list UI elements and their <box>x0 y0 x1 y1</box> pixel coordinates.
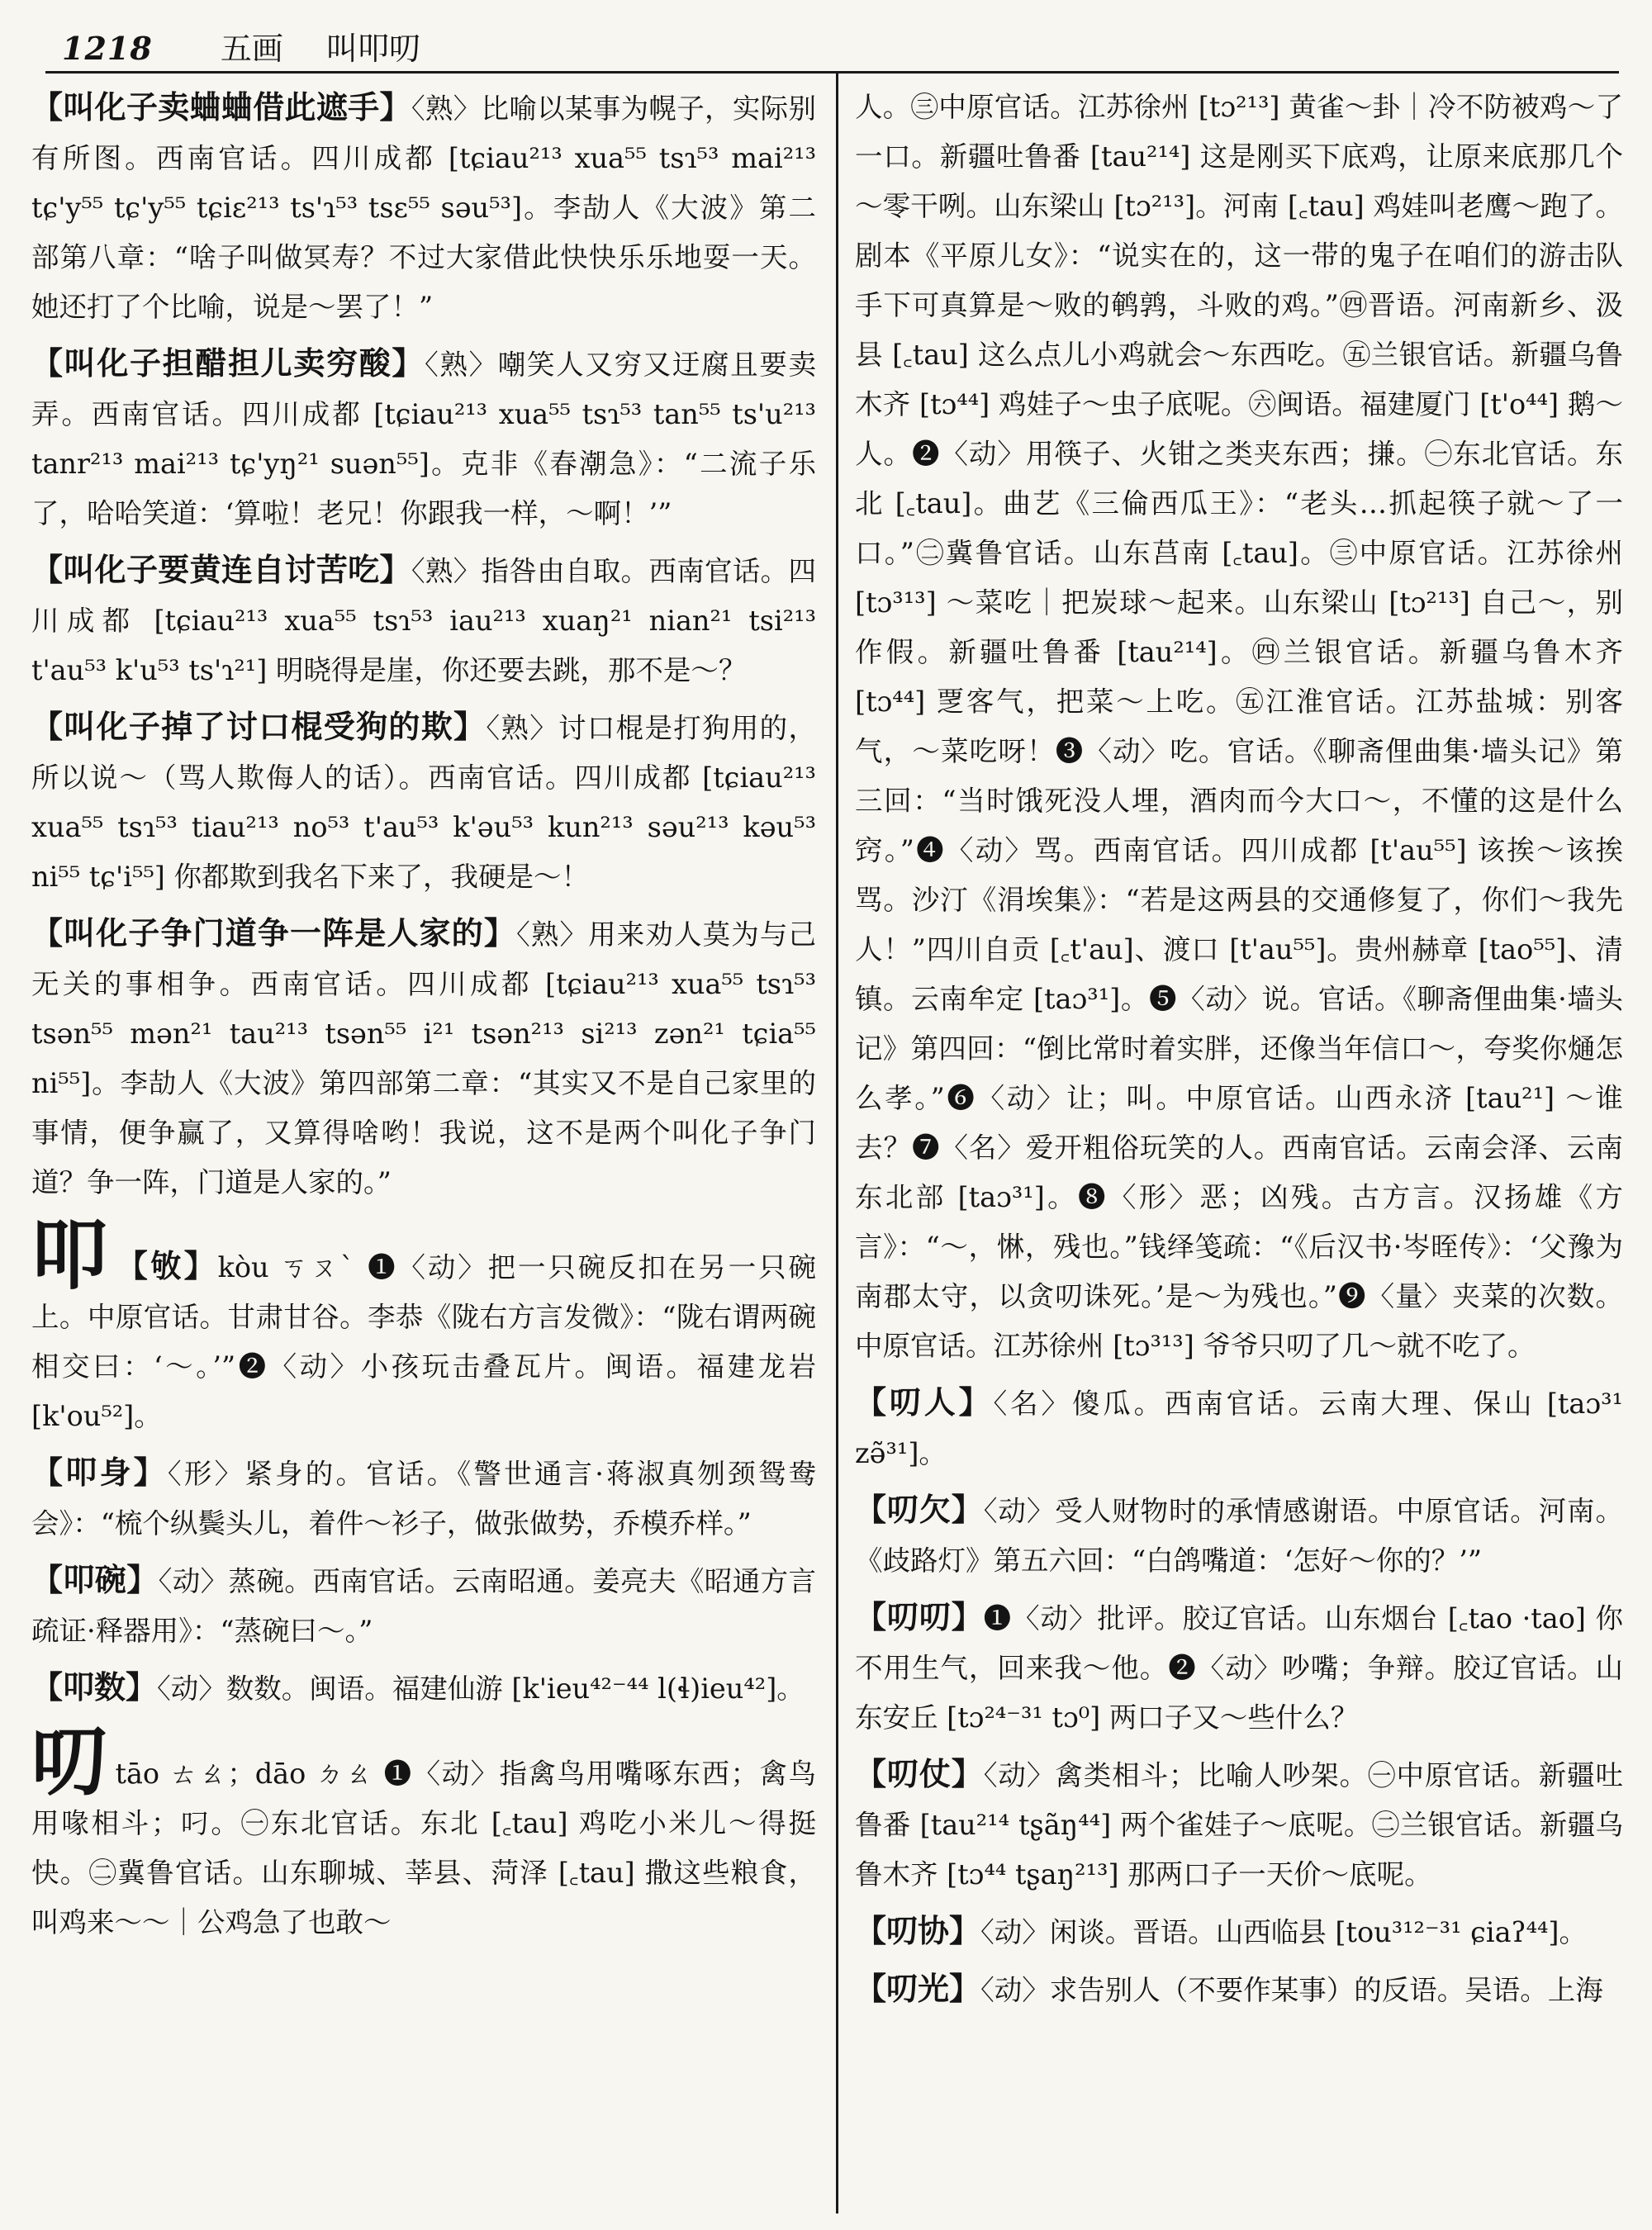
dictionary-entry <box>855 1485 1623 1586</box>
entry-text: 〈熟〉用来劝人莫为与己无关的事相争。西南官话。四川成都 [tɕiau²¹³ xua⁵⁵ tsɿ⁵³ tsən⁵⁵ mən²¹ tau²¹³ tsən⁵⁵ i²¹ tsən²¹³ si²¹³ zən²¹ tɕia⁵⁵ ni⁵⁵]。李劼人《大波》第四部第二章：“其实又不是自己家里的事情，便争赢了，又算得啥哟！我说，这不是两个叫化子争门道？争一阵，门道是人家的。” <box>31 918 816 1198</box>
dictionary-entry <box>855 1378 1623 1478</box>
entry-headword: 【叨仗】 <box>855 1755 984 1792</box>
page-header <box>62 23 420 73</box>
dictionary-entry <box>855 1749 1623 1900</box>
entry-headword: 【叩身】 <box>31 1454 168 1491</box>
entry-text: 〈动〉禽类相斗；比喻人吵架。㊀中原官话。新疆吐鲁番 [tau²¹⁴ tʂãŋ⁴⁴] 两个雀娃子～底呢。㊁兰银官话。新疆乌鲁木齐 [tɔ⁴⁴ tʂaŋ²¹³] 那两口子一天价～底呢。 <box>855 1759 1623 1891</box>
entry-text: 〈动〉求告别人（不要作某事）的反语。吴语。上海 <box>980 1974 1603 2006</box>
section-label: 五画 <box>220 31 283 67</box>
entry-headword: 【叫化子担醋担儿卖穷酸】 <box>31 344 425 382</box>
entry-headword: 【叫化子要黄连自讨苦吃】 <box>31 551 411 588</box>
dictionary-entry <box>31 1448 816 1549</box>
entry-text: 〈动〉蒸碗。西南官话。云南昭通。姜亮夫《昭通方言疏证·释器用》：“蒸碗曰～。” <box>31 1565 816 1647</box>
dictionary-entry <box>31 909 816 1208</box>
dictionary-entry <box>31 1717 816 1948</box>
dictionary-entry <box>31 1211 816 1441</box>
head-character: 叨 <box>31 1717 109 1806</box>
entry-text: 〈动〉闲谈。晋语。山西临县 [tou³¹²⁻³¹ ɕiaʔ⁴⁴]。 <box>980 1916 1588 1948</box>
entry-text: ❶〈动〉批评。胶辽官话。山东烟台 [꜀tao ·tao] 你不用生气，回来我～他。❷〈动〉吵嘴；争辩。胶辽官话。山东安丘 [tɔ²⁴⁻³¹ tɔ⁰] 两口子又～些什么？ <box>855 1602 1623 1734</box>
entry-text: kòu ㄎㄡˋ ❶〈动〉把一只碗反扣在另一只碗上。中原官话。甘肃甘谷。李恭《陇右方言发微》：“陇右谓两碗相交曰：‘～。’”❷〈动〉小孩玩击叠瓦片。闽语。福建龙岩 [k'ou⁵²]。 <box>31 1251 816 1432</box>
entry-text: 〈名〉傻瓜。西南官话。云南大理、保山 [taɔ³¹ zə̃³¹]。 <box>855 1388 1623 1469</box>
entry-text: 〈熟〉指咎由自取。西南官话。四川成都 [tɕiau²¹³ xua⁵⁵ tsɿ⁵³ iau²¹³ xuaŋ²¹ nian²¹ tsi²¹³ t'au⁵³ k'u⁵³ ts'ɿ²¹] 明晓得是崖，你还要去跳，那不是～？ <box>31 555 816 686</box>
left-column <box>31 83 816 1954</box>
entry-headword: 【叫化子争门道争一阵是人家的】 <box>31 914 516 951</box>
header-rule <box>45 71 1619 74</box>
dictionary-entry <box>855 1906 1623 1957</box>
entry-headword: 【敂】 <box>116 1247 218 1284</box>
entry-text: tāo ㄊㄠ；dāo ㄉㄠ ❶〈动〉指禽鸟用嘴啄东西；禽鸟用喙相斗；叼。㊀东北官话。东北 [꜀tau] 鸡吃小米儿～得挺快。㊁冀鲁官话。山东聊城、莘县、菏泽 [꜀tau] 撒这些粮食，叫鸡来～～｜公鸡急了也敢～ <box>31 1758 816 1938</box>
entry-text: 〈熟〉比喻以某事为幌子，实际别有所图。西南官话。四川成都 [tɕiau²¹³ xua⁵⁵ tsɿ⁵³ mai²¹³ tɕ'y⁵⁵ tɕ'y⁵⁵ tɕiɛ²¹³ ts'ɿ⁵³ tsɛ⁵⁵ səu⁵³]。李劼人《大波》第二部第八章：“啥子叫做冥寿？不过大家借此快快乐乐地耍一天。她还打了个比喻，说是～罢了！” <box>31 93 816 323</box>
dictionary-entry <box>31 1555 816 1656</box>
entry-text: 〈动〉受人财物时的承情感谢语。中原官话。河南。《歧路灯》第五六回：“白鸽嘴道：‘怎好～你的？’” <box>855 1495 1623 1577</box>
entry-headword: 【叫化子掉了讨口棍受狗的欺】 <box>31 708 487 745</box>
entry-text: 〈形〉紧身的。官话。《警世通言·蒋淑真刎颈鸳鸯会》：“梳个纵鬓头儿，着件～衫子，做张做势，乔模乔样。” <box>31 1458 816 1540</box>
entry-headword: 【叫化子卖蛐蛐借此遮手】 <box>31 88 411 126</box>
dictionary-entry <box>31 339 816 539</box>
dictionary-entry <box>855 1592 1623 1743</box>
entry-headword: 【叨协】 <box>855 1912 981 1949</box>
entry-headword: 【叨光】 <box>855 1970 981 2007</box>
entry-text: 〈动〉数数。闽语。福建仙游 [k'ieu⁴²⁻⁴⁴ l(ɬ)ieu⁴²]。 <box>157 1672 805 1705</box>
dictionary-entry <box>31 83 816 332</box>
dictionary-entry <box>31 1663 816 1714</box>
column-divider <box>836 71 838 2213</box>
entry-headword: 【叩数】 <box>31 1668 158 1706</box>
entry-headword: 【叩碗】 <box>31 1561 159 1598</box>
entry-text: 人。㊂中原官话。江苏徐州 [tɔ²¹³] 黄雀～卦｜冷不防被鸡～了一口。新疆吐鲁番 [tau²¹⁴] 这是刚买下底鸡，让原来底那几个～零干咧。山东梁山 [tɔ²¹³]。河南 [꜀tau] 鸡娃叫老鹰～跑了。剧本《平原儿女》：“说实在的，这一带的鬼子在咱们的游击队手下可真算是～败的鹌鹑，斗败的鸡。”㊃晋语。河南新乡、汲县 [꜀tau] 这么点儿小鸡就会～东西吃。㊄兰银官话。新疆乌鲁木齐 [tɔ⁴⁴] 鸡娃子～虫子底呢。㊅闽语。福建厦门 [t'o⁴⁴] 鹅～人。❷〈动〉用筷子、火钳之类夹东西；搛。㊀东北官话。东北 [꜀tau]。曲艺《三倫西瓜王》：“老头…抓起筷子就～了一口。”㊁冀鲁官话。山东莒南 [꜀tau]。㊂中原官话。江苏徐州 [tɔ³¹³] ～菜吃｜把炭球～起来。山东梁山 [tɔ²¹³] 自己～，别作假。新疆吐鲁番 [tau²¹⁴]。㊃兰银官话。新疆乌鲁木齐 [tɔ⁴⁴] 覂客气，把菜～上吃。㊄江淮官话。江苏盐城：别客气，～菜吃呀！❸〈动〉吃。官话。《聊斋俚曲集·墙头记》第三回：“当时饿死没人埋，酒肉而今大口～，不懂的这是什么窍。”❹〈动〉骂。西南官话。四川成都 [t'au⁵⁵] 该挨～该挨骂。沙汀《涓埃集》：“若是这两县的交通修复了，你们～我先人！”四川自贡 [꜀t'au]、渡口 [t'au⁵⁵]。贵州赫章 [tao⁵⁵]、清镇。云南牟定 [taɔ³¹]。❺〈动〉说。官话。《聊斋俚曲集·墙头记》第四回：“倒比常时着实胖，还像当年信口～，夸奖你熥怎么孝。”❻〈动〉让；叫。中原官话。山西永济 [tau²¹] ～谁去？❼〈名〉爱开粗俗玩笑的人。西南官话。云南会泽、云南东北部 [taɔ³¹]。❽〈形〉恶；凶残。古方言。汉扬雄《方言》：“～，惏，残也。”钱绎笺疏：“《后汉书·岑晊传》：‘父豫为南郡太守，以贪叨诛死。’是～为残也。”❾〈量〉夹菜的次数。中原官话。江苏徐州 [tɔ³¹³] 爷爷只叨了几～就不吃了。 <box>855 91 1623 1362</box>
page-number: 1218 <box>62 30 153 67</box>
entry-headword: 【叨叨】 <box>855 1598 984 1635</box>
dictionary-entry <box>31 702 816 902</box>
entry-text: 〈熟〉嘲笑人又穷又迂腐且要卖弄。西南官话。四川成都 [tɕiau²¹³ xua⁵⁵ tsɿ⁵³ tan⁵⁵ ts'u²¹³ tanr²¹³ mai²¹³ tɕ'yŋ²¹ suən⁵⁵]。克非《春潮急》：“二流子乐了，哈哈笑道：‘算啦！老兄！你跟我一样，～啊！’” <box>31 349 816 529</box>
dictionary-entry <box>855 83 1623 1371</box>
entry-headword: 【叨欠】 <box>855 1491 984 1528</box>
header-characters: 叫叩叨 <box>325 31 420 67</box>
entry-text: 〈熟〉讨口棍是打狗用的，所以说～（骂人欺侮人的话）。西南官话。四川成都 [tɕiau²¹³ xua⁵⁵ tsɿ⁵³ tiau²¹³ no⁵³ t'au⁵³ k'əu⁵³ kun²¹³ səu²¹³ kəu⁵³ ni⁵⁵ tɕ'i⁵⁵] 你都欺到我名下来了，我硬是～！ <box>31 712 816 893</box>
dictionary-entry <box>855 1964 1623 2015</box>
dictionary-entry <box>31 545 816 695</box>
right-column <box>855 83 1623 2022</box>
entry-headword: 【叨人】 <box>855 1383 994 1421</box>
head-character: 叩 <box>31 1211 110 1300</box>
